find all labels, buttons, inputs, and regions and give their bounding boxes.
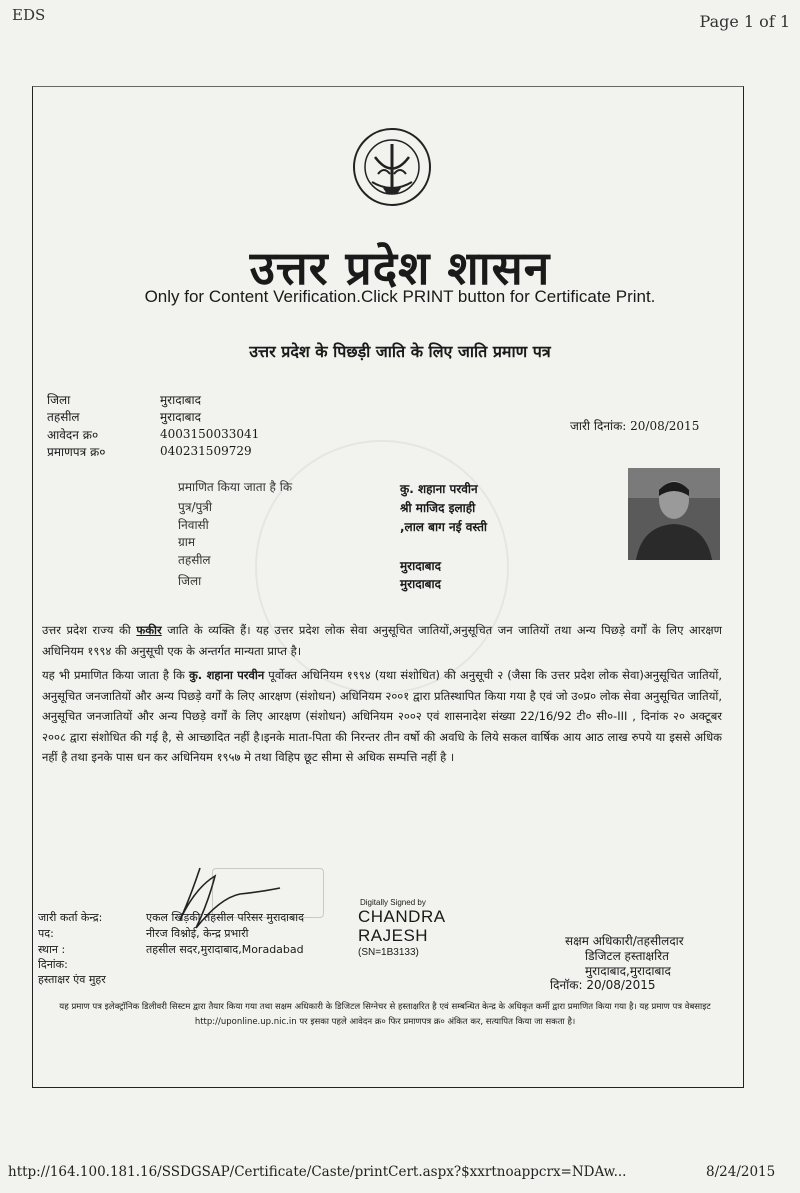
up-government-emblem [342,122,442,212]
applicant-tehsil: मुरादाबाद [400,559,442,573]
issue-date: जारी दिनांक: 20/08/2015 [570,419,700,433]
certificate-title: उत्तर प्रदेश के पिछड़ी जाति के लिए जाति प्रमाण पत्र [249,342,551,361]
district-value: मुरादाबाद [160,393,202,407]
post-label: पद: [38,927,54,940]
cert-para-start: यह भी प्रमाणित किया जाता है कि [42,668,189,682]
date-label: दिनांक: [38,958,68,971]
caste-name: फकीर [136,623,162,637]
page-title: उत्तर प्रदेश शासन [249,241,551,295]
father-name: श्री माजिद इलाही [400,501,476,515]
application-no-value: 4003150033041 [160,427,260,441]
competent-officer: सक्षम अधिकारी/तहसीलदार [565,934,684,948]
applicant-name: कु. शहाना परवीन [400,482,478,496]
certificate-no-label: प्रमाणपत्र क्र० [47,445,106,459]
field-label-district: जिला [178,574,202,588]
resident-address: ,लाल बाग नई वस्ती [400,520,488,534]
signer-name-line1: CHANDRA [358,907,446,926]
cert-para-rest: पूर्वोक्त अधिनियम १९९४ (यथा संशोधित) की अनुसूची २ (जैसा कि उत्तर प्रदेश लोक सेवा)अनुसूचित जातियों, अनुसूचित जनजातियों और अन्य पिछड़े वर्गों के लिए आरक्षण (संशोधन) अधिनियम २००१ द्वारा प्रतिस्थापित किया गया है एवं जो उ०प्र० लोक सेवा अनुसूचित जातियों, अनुसूचित जनजातियों और अन्य पिछड़े वर्गों के लिए आरक्षण (संशोधन) अधिनियम २००२ एवं शासनादेश संख्या 22/16/92 टी० सी०-III , दिनांक २० अक्टूबर २००८ द्वारा संशोधित की गई है, से आच्छादित नहीं है।इनके माता-पिता की निरन्तर तीन वर्षो की अवधि के लिये सकल वार्षिक आय आठ लाख रुपये या इससे अधिक नहीं है तथा इनके पास धन कर अधिनियम १९५७ मे तथा विहिप छूट सीमा से अधिक सम्पत्ति नहीं है । [42,668,722,764]
issuing-centre-label: जारी कर्ता केन्द्र: [38,911,103,924]
officer-date: दिनॉक: 20/08/2015 [550,978,656,992]
field-label-tehsil: तहसील [178,553,211,567]
cert-para-name: कु. शहाना परवीन [188,668,265,682]
page-number: Page 1 of 1 [699,12,790,31]
post-value: नीरज विश्नोई, केन्द्र प्रभारी [146,927,249,940]
signature-seal-label: हस्ताक्षर एंव मुहर [38,973,106,986]
caste-para-start: उत्तर प्रदेश राज्य की [42,623,137,637]
field-label-village: ग्राम [178,535,196,549]
signer-name-line2: RAJESH [358,926,429,945]
verification-note: यह प्रमाण पत्र इलेक्ट्रॉनिक डिलीवरी सिस्टम द्वारा तैयार किया गया तथा सक्षम अधिकारी के डिजिटल सिग्नेचर से हस्ताक्षरित है एवं सम्बन्धित केन्द्र के अधिकृत कर्मी द्वारा प्रमाणित किया गया है। यह प्रमाण पत्र वेबसाइट http://uponline.up.nic.in पर इसका पहले आवेदन क्र० फिर प्रमाणपत्र क्र० अंकित कर, सत्यापित किया जा सकता है। [59,1002,711,1027]
tehsil-label: तहसील [47,410,80,424]
verification-subtitle: Only for Content Verification.Click PRINT button for Certificate Print. [144,287,656,306]
print-url: http://164.100.181.16/SSDGSAP/Certificate/Caste/printCert.aspx?$xxrtnoappcrx=NDAw... [8,1164,627,1180]
tehsil-value: मुरादाबाद [160,410,202,424]
district-label: जिला [47,393,71,407]
place-label: स्थान : [38,943,66,956]
field-label-resident: निवासी [178,518,209,532]
digitally-signed-hi: डिजिटल हस्ताक्षरित [585,949,669,963]
field-label-relation: पुत्र/पुत्री [178,500,213,514]
applicant-district: मुरादाबाद [400,577,442,591]
issuing-centre-value: एकल खिड़की तहसील परिसर मुरादाबाद [146,911,304,924]
applicant-photo [628,468,720,560]
print-header-left: EDS [12,6,46,24]
field-label-certify: प्रमाणित किया जाता है कि [178,480,293,494]
certificate-no-value: 040231509729 [160,444,252,458]
caste-paragraph [42,620,722,661]
application-no-label: आवेदन क्र० [47,428,99,442]
signer-serial: (SN=1B3133) [358,947,419,958]
caste-para-rest: जाति के व्यक्ति हैं। यह उत्तर प्रदेश लोक सेवा अनुसूचित जातियों,अनुसूचित जन जातियों तथा अन्य पिछड़े वर्गों के लिए आरक्षण अधिनियम १९९४ की अनुसूची एक के अन्तर्गत मान्यता प्राप्त है। [42,623,722,658]
place-value: तहसील सदर,मुरादाबाद,Moradabad [146,943,304,956]
digitally-signed-by: Digitally Signed by [360,898,426,907]
print-date: 8/24/2015 [706,1164,776,1180]
officer-location: मुरादाबाद,मुरादाबाद [585,964,671,978]
certification-paragraph [42,665,722,768]
